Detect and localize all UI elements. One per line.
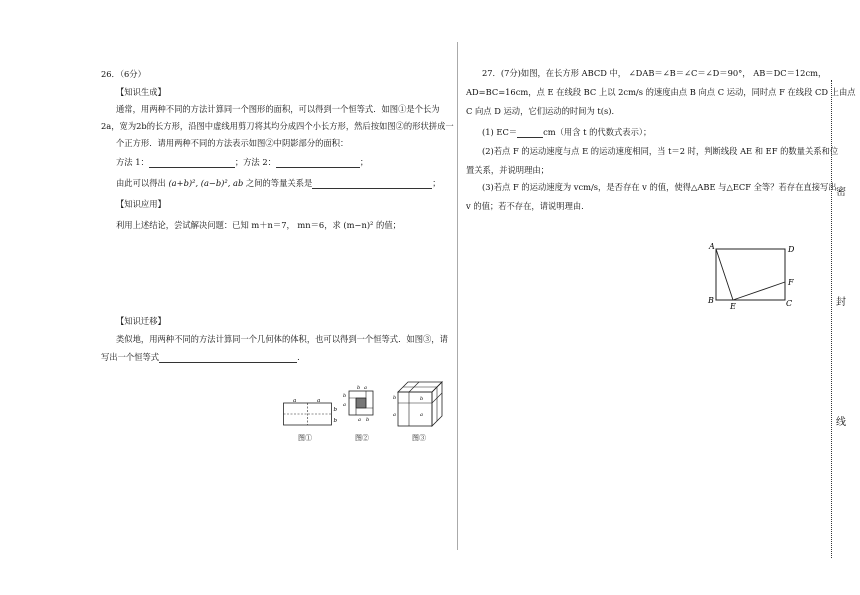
relation-expressions: (a+b)², (a−b)², ab [168, 178, 244, 188]
fig3-label-b-left: b [393, 395, 397, 401]
fig1-label-a-right: a [317, 398, 321, 404]
seal-char-mi: 密 [836, 187, 846, 198]
q27-subq1: (1) EC＝ cm（用含 t 的代数式表示）； [482, 127, 652, 137]
relation-line: 由此可以得出 (a+b)², (a−b)², ab 之间的等量关系是 ； [116, 178, 441, 188]
seal-char-feng: 封 [836, 297, 846, 308]
relation-answer-blank[interactable] [312, 179, 432, 189]
q27-subq2-line2: 置关系，并说明理由； [466, 165, 549, 175]
q26-paragraph-line1: 通常，用两种不同的方法计算同一个图形的面积，可以得到一个恒等式．如图①是个长为 [116, 104, 440, 114]
vertex-b-label: B [708, 296, 714, 305]
question-26-number: 26．（6分） [101, 69, 146, 79]
q27-subq2-line1: (2)若点 F 的运动速度与点 E 的运动速度相同，当 t＝2 时，判断线段 AE 和 EF 的数量关系和位 [482, 146, 839, 156]
figure-3-caption: 图③ [412, 434, 426, 442]
figure-3-cube [394, 376, 446, 430]
fig2-label-a-top: a [364, 385, 367, 391]
q27-line1: 27．(7分)如图，在长方形 ABCD 中， ∠DAB＝∠B＝∠C＝∠D＝90°， AB＝DC＝12cm， [482, 68, 827, 78]
q27-subq3-line1: (3)若点 F 的运动速度为 vcm/s，是否存在 v 的值，使得△ABE 与△ECF 全等？若存在直接写出 [482, 182, 837, 192]
identity-answer-blank[interactable] [159, 353, 297, 363]
rectangle-abcd-figure [704, 238, 804, 313]
fig1-label-b-top: b [333, 407, 338, 413]
method1-label: 方法 1： [116, 157, 149, 167]
fig1-label-b-bottom: b [333, 418, 338, 424]
heading-knowledge-application: 【知识应用】 [116, 199, 166, 209]
point-e-label: E [730, 302, 736, 311]
fig2-shaded-square [356, 398, 366, 408]
fig2-label-b-bottom: b [366, 417, 370, 423]
migration-line2: 写出一个恒等式 . [101, 352, 300, 362]
heading-knowledge-migration: 【知识迁移】 [116, 316, 166, 326]
fig1-label-a-left: a [293, 398, 297, 404]
migration-line1: 类似地，用两种不同的方法计算同一个几何体的体积，也可以得到一个恒等式．如图③，请 [116, 334, 448, 344]
seal-dotted-line [831, 80, 832, 558]
fig2-label-b-left: b [343, 393, 347, 399]
vertex-d-label: D [788, 245, 795, 254]
q27-line2: AD=BC=16cm，点 E 在线段 BC 上以 2cm/s 的速度由点 B 向点 C 运动，同时点 F 在线段 CD 上由点 [466, 87, 856, 97]
method2-label: ；方法 2： [234, 157, 276, 167]
fig3-label-a-face: a [420, 412, 423, 418]
point-f-label: F [788, 278, 794, 287]
methods-line: 方法 1： ；方法 2： ； [116, 157, 369, 167]
figure-1-rectangle [283, 398, 338, 428]
application-problem: 利用上述结论，尝试解决问题：已知 m＋n＝7， mn＝6，求 (m−n)² 的值； [116, 220, 401, 230]
fig3-label-b-face: b [420, 396, 424, 402]
fig2-label-a-bottom: a [358, 417, 361, 423]
fig2-label-b-top: b [357, 385, 361, 391]
seal-char-xian: 线 [836, 417, 846, 428]
method2-answer-blank[interactable] [276, 158, 360, 168]
q26-paragraph-line2: 2a，宽为2b的长方形，沿图中虚线用剪刀将其均分成四个小长方形，然后按如图②的形状拼成一 [101, 121, 454, 131]
q27-subq3-line2: v 的值；若不存在，请说明理由. [466, 201, 584, 211]
figure-2-caption: 图② [355, 434, 369, 442]
fig3-label-a-left: a [393, 412, 396, 418]
column-separator [457, 42, 458, 550]
q27-line3: C 向点 D 运动，它们运动的时间为 t(s)． [466, 106, 620, 116]
fig2-label-a-left: a [343, 402, 346, 408]
figure-2-square [343, 384, 376, 428]
ec-answer-blank[interactable] [517, 128, 543, 138]
method1-answer-blank[interactable] [149, 158, 235, 168]
vertex-a-label: A [709, 242, 715, 251]
q26-paragraph-line3: 个正方形．请用两种不同的方法表示如图②中阴影部分的面积： [116, 138, 349, 148]
figure-1-caption: 图① [298, 434, 312, 442]
heading-knowledge-generation: 【知识生成】 [116, 87, 166, 97]
vertex-c-label: C [786, 299, 793, 308]
